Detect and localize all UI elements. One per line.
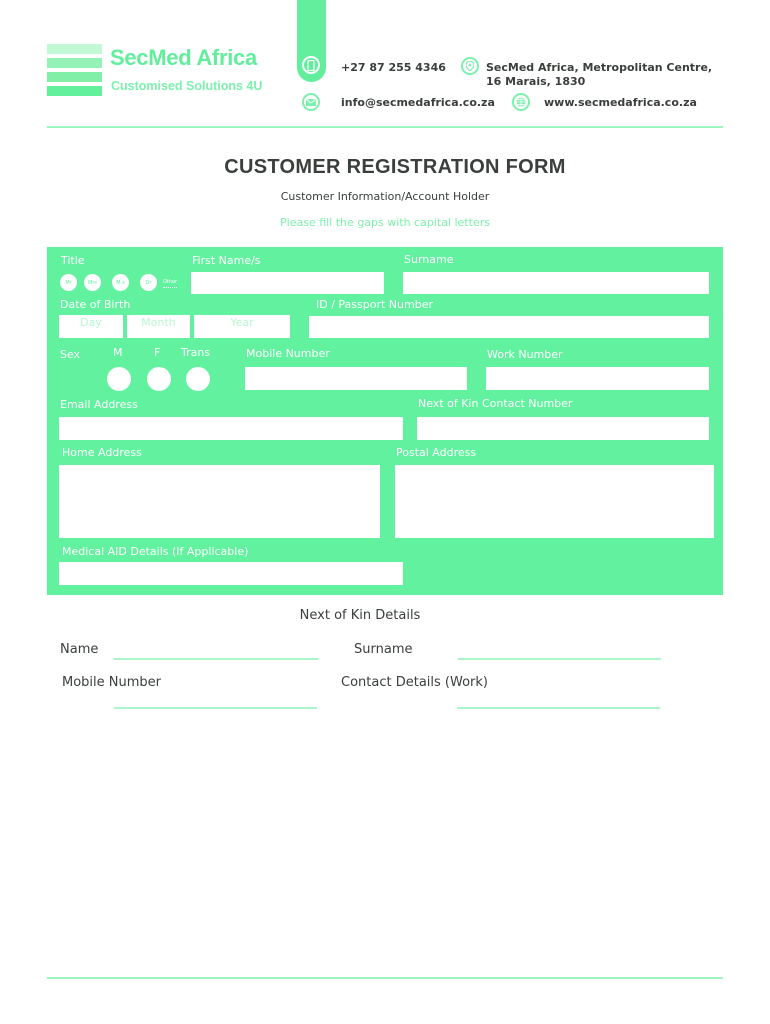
medical-aid-field[interactable]: [59, 562, 403, 585]
logo-mark: [47, 44, 102, 100]
surname-field[interactable]: [403, 272, 709, 294]
sex-option-trans-label: Trans: [181, 346, 211, 359]
nok-contact-field[interactable]: [417, 417, 709, 440]
title-option-ms[interactable]: M.s: [112, 274, 129, 291]
sex-option-f-label: F: [154, 346, 161, 359]
sex-radio-f[interactable]: [147, 367, 171, 391]
nok-surname-label: Surname: [354, 642, 413, 657]
nok-section-title: Next of Kin Details: [299, 608, 421, 623]
nok-name-label: Name: [60, 642, 99, 657]
id-passport-field[interactable]: [309, 316, 709, 338]
brand-tagline: Customised Solutions 4U: [111, 79, 263, 93]
nok-name-field[interactable]: [114, 658, 318, 660]
sex-radio-trans[interactable]: [186, 367, 210, 391]
mobile-number-label: Mobile Number: [246, 347, 330, 360]
work-number-label: Work Number: [487, 348, 563, 361]
nok-mobile-field[interactable]: [114, 707, 317, 709]
dob-label: Date of Birth: [60, 298, 131, 311]
nok-surname-field[interactable]: [458, 658, 661, 660]
logo-stripe: [47, 58, 102, 68]
title-option-mr[interactable]: Mr: [60, 274, 77, 291]
dob-day-field[interactable]: Day: [59, 315, 123, 338]
contact-address-line1: SecMed Africa, Metropolitan Centre,: [486, 61, 713, 74]
work-number-field[interactable]: [486, 367, 709, 390]
surname-label: Surname: [404, 253, 454, 266]
sex-label: Sex: [60, 348, 81, 361]
first-name-field[interactable]: [191, 272, 384, 294]
nok-mobile-label: Mobile Number: [62, 675, 161, 690]
logo-stripe: [47, 44, 102, 54]
globe-icon: [512, 93, 530, 111]
dob-month-field[interactable]: Month: [127, 315, 190, 338]
contact-email[interactable]: info@secmedafrica.co.za: [341, 96, 495, 109]
home-address-field[interactable]: [59, 465, 380, 538]
title-label: Title: [61, 254, 85, 267]
contact-website[interactable]: www.secmedafrica.co.za: [544, 96, 697, 109]
logo-stripe: [47, 72, 102, 82]
logo-stripe: [47, 86, 102, 96]
brand-name: SecMed Africa: [110, 45, 257, 70]
header-divider: [47, 126, 723, 128]
email-label: Email Address: [60, 398, 138, 411]
contact-phone[interactable]: +27 87 255 4346: [341, 61, 446, 74]
location-pin-icon: [461, 57, 479, 75]
sex-radio-m[interactable]: [107, 367, 131, 391]
nok-contact-label: Next of Kin Contact Number: [418, 397, 573, 410]
form-subtitle: Customer Information/Account Holder: [280, 190, 490, 203]
mail-icon: [302, 93, 320, 111]
medical-aid-label: Medical AID Details (If Applicable): [62, 545, 249, 558]
first-name-label: First Name/s: [192, 254, 261, 267]
id-passport-label: ID / Passport Number: [316, 298, 433, 311]
mobile-number-field[interactable]: [245, 367, 467, 390]
email-field[interactable]: [59, 417, 403, 440]
contact-address-line2: 16 Marais, 1830: [486, 75, 586, 88]
home-address-label: Home Address: [62, 446, 142, 459]
phone-icon: [302, 56, 320, 74]
title-option-other[interactable]: Other: [163, 279, 177, 288]
postal-address-label: Postal Address: [396, 446, 477, 459]
footer-divider: [47, 977, 723, 979]
form-title: CUSTOMER REGISTRATION FORM: [224, 156, 566, 178]
title-option-mrs[interactable]: Mrs: [84, 274, 101, 291]
form-instruction: Please fill the gaps with capital letters: [280, 216, 490, 229]
title-option-dr[interactable]: Dr: [140, 274, 157, 291]
dob-year-field[interactable]: Year: [194, 315, 290, 338]
postal-address-field[interactable]: [395, 465, 714, 538]
nok-work-label: Contact Details (Work): [341, 675, 488, 690]
sex-option-m-label: M: [113, 346, 123, 359]
nok-work-field[interactable]: [457, 707, 660, 709]
